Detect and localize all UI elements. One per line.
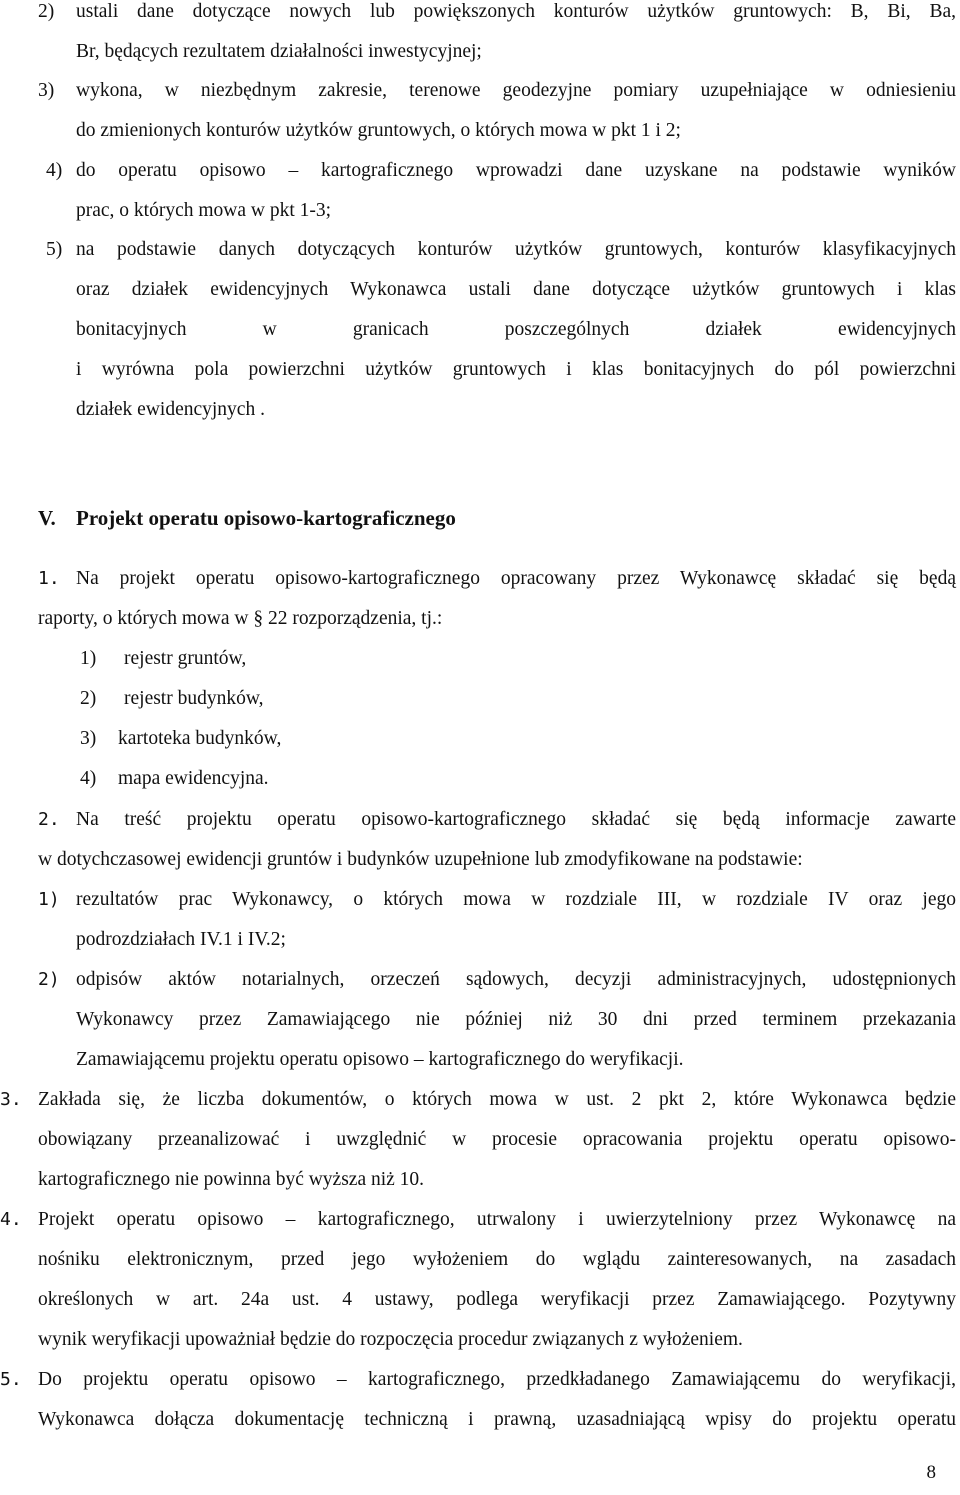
subitem-number: 1) xyxy=(38,889,60,910)
section-title: Projekt operatu opisowo-kartograficznego xyxy=(76,506,456,530)
subitem-number: 1) xyxy=(80,648,97,669)
list-item-line: wykona, w niezbędnym zakresie, terenowe geodezyjne pomiary uzupełniające w odniesieniu xyxy=(76,80,956,101)
list-item-line: do zmienionych konturów użytków gruntowych, o których mowa w pkt 1 i 2; xyxy=(76,120,681,141)
paragraph-line: Wykonawca dołącza dokumentację techniczną i prawną, uzasadniającą wpisy do projektu operatu xyxy=(38,1409,956,1430)
list-item-line: oraz działek ewidencyjnych Wykonawca ustali dane dotyczące użytków gruntowych i klas xyxy=(76,279,956,300)
list-number: 2) xyxy=(38,1,55,22)
list-item-line: Br, będących rezultatem działalności inwestycyjnej; xyxy=(76,41,482,62)
subitem-number: 2) xyxy=(38,969,60,990)
subitem-number: 2) xyxy=(80,688,97,709)
subitem-text: kartoteka budynków, xyxy=(118,728,282,749)
list-item-line: działek ewidencyjnych . xyxy=(76,399,265,420)
subitem-line: rezultatów prac Wykonawcy, o których mowa w rozdziale III, w rozdziale IV oraz jego xyxy=(76,889,956,910)
subitem-line: Zamawiającemu projektu operatu opisowo – kartograficznego do weryfikacji. xyxy=(76,1049,684,1070)
paragraph-line: nośniku elektronicznym, przed jego wyłożeniem do wglądu zainteresowanych, na zasadach xyxy=(38,1249,956,1270)
subitem-text: mapa ewidencyjna. xyxy=(118,768,269,789)
paragraph-line: kartograficznego nie powinna być wyższa niż 10. xyxy=(38,1169,425,1190)
paragraph-line xyxy=(38,567,956,591)
list-item-line: na podstawie danych dotyczących konturów użytków gruntowych, konturów klasyfikacyjnych xyxy=(76,239,956,260)
paragraph-line: raporty, o których mowa w § 22 rozporządzenia, tj.: xyxy=(38,608,443,629)
subitem-number: 4) xyxy=(80,768,97,789)
list-item-line: ustali dane dotyczące nowych lub powiększonych konturów użytków gruntowych: B, Bi, Ba, xyxy=(76,1,956,22)
paragraph-line: Do projektu operatu opisowo – kartograficznego, przedkładanego Zamawiającemu do weryfikacji, xyxy=(38,1369,956,1390)
list-number: 3) xyxy=(38,80,55,101)
subitem-text: rejestr budynków, xyxy=(124,688,264,709)
paragraph-line: obowiązany przeanalizować i uwzględnić w procesie opracowania projektu operatu opisowo- xyxy=(38,1129,956,1150)
section-number: V. xyxy=(38,506,56,530)
subitem-text: rejestr gruntów, xyxy=(124,648,247,669)
paragraph-line: określonych w art. 24a ust. 4 ustawy, podlega weryfikacji przez Zamawiającego. Pozytywny xyxy=(38,1289,956,1310)
subitem-number: 3) xyxy=(80,728,97,749)
paragraph-line: Zakłada się, że liczba dokumentów, o których mowa w ust. 2 pkt 2, które Wykonawca będzie xyxy=(38,1089,956,1110)
paragraph-number: 3. xyxy=(0,1089,22,1110)
list-item-line: prac, o których mowa w pkt 1-3; xyxy=(76,200,332,221)
paragraph-line xyxy=(38,808,956,832)
paragraph-line: Projekt operatu opisowo – kartograficznego, utrwalony i uwierzytelniony przez Wykonawcę na xyxy=(38,1209,956,1230)
subitem-line: Wykonawcy przez Zamawiającego nie później niż 30 dni przed terminem przekazania xyxy=(76,1009,956,1030)
paragraph-line: wynik weryfikacji upoważniał będzie do rozpoczęcia procedur związanych z wyłożeniem. xyxy=(38,1329,743,1350)
paragraph-number: 1. xyxy=(38,568,60,589)
paragraph-number: 2. xyxy=(38,809,60,830)
paragraph-line: w dotychczasowej ewidencji gruntów i budynków uzupełnione lub zmodyfikowane na podstawie: xyxy=(38,849,803,870)
paragraph-text: Na treść projektu operatu opisowo-kartograficznego składać się będą informacje zawarte xyxy=(76,809,956,830)
paragraph-number: 4. xyxy=(0,1209,22,1230)
list-number: 4) xyxy=(46,160,63,181)
subitem-line: odpisów aktów notarialnych, orzeczeń sądowych, decyzji administracyjnych, udostępnionych xyxy=(76,969,956,990)
list-number: 5) xyxy=(46,239,63,260)
list-item-line: bonitacyjnych w granicach poszczególnych działek ewidencyjnych xyxy=(76,319,956,340)
list-item-line: i wyrówna pola powierzchni użytków gruntowych i klas bonitacyjnych do pól powierzchni xyxy=(76,359,956,380)
list-item-line: do operatu opisowo – kartograficznego wprowadzi dane uzyskane na podstawie wyników xyxy=(76,160,956,181)
paragraph-text: Na projekt operatu opisowo-kartograficznego opracowany przez Wykonawcę składać się będą xyxy=(76,568,956,589)
paragraph-number: 5. xyxy=(0,1369,22,1390)
subitem-line: podrozdziałach IV.1 i IV.2; xyxy=(76,929,286,950)
page-number: 8 xyxy=(926,1462,936,1483)
